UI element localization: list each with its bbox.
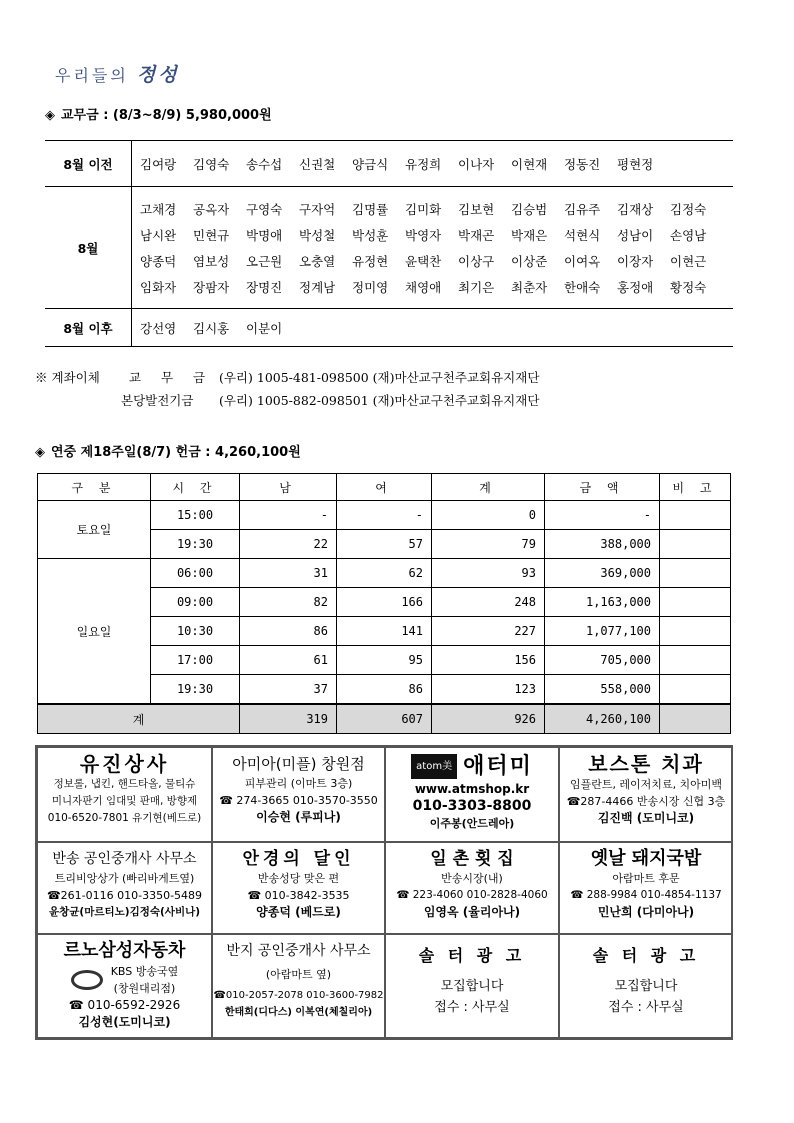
account-line: ※ 계좌이체 교 무 금 (우리) 1005-481-098500 (재)마산교구천주교회유지재단: [35, 370, 540, 385]
day-cell: 일요일: [38, 559, 151, 705]
ad-banji-realty: 반지 공인중개사 사무소 (아람마트 옆) ☎010-2057-2078 010-3600-7982 한태희(디다스) 이복연(체칠리아): [212, 934, 385, 1038]
table-row: 토요일 15:00 - - 0 -: [38, 501, 731, 530]
renault-logo-icon: [71, 970, 103, 990]
name-row: 남시완 민현규 박명애 박성철 박성훈 박영자 박재곤 박재은 석현식 성남이 손영남: [140, 227, 707, 243]
day-cell: 토요일: [38, 501, 151, 559]
ad-placeholder: 솔 터 광 고 모집합니다 접수 : 사무실: [385, 934, 559, 1038]
atomy-logo: atom美: [411, 754, 457, 779]
table-row: [45, 187, 733, 309]
ad-gukbap: 옛날 돼지국밥 아람마트 후문 ☎ 288-9984 010-4854-1137 민난희 (다미아나): [559, 842, 733, 934]
table-row: 09:00 82 166 248 1,163,000: [38, 588, 731, 617]
table-row: 17:00 61 95 156 705,000: [38, 646, 731, 675]
table-header-row: 구 분 시 간 남 여 계 금 액 비 고: [38, 474, 731, 501]
table-row: 일요일 06:00 31 62 93 369,000: [38, 559, 731, 588]
ad-bansong-realty: 반송 공인중개사 사무소 트리비앙상가 (빠리바게트옆) ☎261-0116 010-3350-5489 윤창균(마르티노)김정숙(사비나): [37, 842, 212, 934]
table-row: [45, 309, 733, 347]
heading-main: 정성: [136, 64, 180, 86]
table-row: 19:30 37 86 123 558,000: [38, 675, 731, 705]
ad-yujin: 유진상사 정보롤, 냅킨, 핸드타올, 물티슈 미니자판기 임대및 판매, 방향제 010-6520-7801 유기현(베드로): [37, 747, 212, 842]
name-row: 고채경 공옥자 구영숙 구자억 김명률 김미화 김보현 김승범 김유주 김재상 김정숙: [140, 201, 707, 217]
group-names: [132, 141, 734, 187]
donation-title: ◈ 교무금 : (8/3~8/9) 5,980,000원: [45, 108, 272, 123]
table-row: [45, 141, 733, 187]
name-row: 임화자 장팜자 장명진 정계남 정미영 채영애 최기은 최춘자 한애숙 홍정애 황정숙: [140, 279, 707, 295]
ad-boston-dental: 보스톤 치과 임플란트, 레이저치료, 치아미백 ☎287-4466 반송시장 신협 3층 김진백 (도미니코): [559, 747, 733, 842]
table-row: 19:30 22 57 79 388,000: [38, 530, 731, 559]
ad-placeholder: 솔 터 광 고 모집합니다 접수 : 사무실: [559, 934, 733, 1038]
page-heading: [55, 60, 180, 87]
group-label: 8월 이후: [45, 309, 132, 347]
ad-grid: [35, 745, 733, 1040]
group-names: [132, 309, 734, 347]
table-row: 10:30 86 141 227 1,077,100: [38, 617, 731, 646]
total-row: 계 319 607 926 4,260,100: [38, 704, 731, 734]
account-line: 본당발전기금 (우리) 1005-882-098501 (재)마산교구천주교회유지재단: [121, 393, 540, 408]
name-row: 김여랑 김영숙 송수섭 신권철 양금식 유정희 이나자 이현재 정동진 평현정: [140, 156, 654, 172]
diamond-icon: ◈: [35, 445, 45, 460]
offering-table: [37, 473, 731, 734]
offering-title: ◈ 연중 제18주일(8/7) 헌금 : 4,260,100원: [35, 445, 301, 460]
donation-table: [45, 140, 733, 347]
diamond-icon: ◈: [45, 108, 55, 123]
name-row: 양종덕 염보성 오근원 오충열 유정현 윤택찬 이상구 이상준 이여옥 이장자 이현근: [140, 253, 707, 269]
ad-renault: 르노삼성자동차 KBS 방송국옆 (창원대리점) ☎ 010-6592-2926 김성현(도미니코): [37, 934, 212, 1038]
name-row: 강선영 김시홍 이분이: [140, 320, 283, 336]
ad-ilchon-sashimi: 일 촌 횟 집 반송시장(내) ☎ 223-4060 010-2828-4060 임영옥 (율리아나): [385, 842, 559, 934]
ad-atomy: atom美 애터미 www.atmshop.kr 010-3303-8800 이주봉(안드레아): [385, 747, 559, 842]
group-label: 8월 이전: [45, 141, 132, 187]
ad-amiya: 아미아(미플) 창원점 피부관리 (이마트 3층) ☎ 274-3665 010-3570-3550 이승현 (루피나): [212, 747, 385, 842]
group-label: 8월: [45, 187, 132, 309]
heading-prefix: 우리들의: [55, 66, 129, 85]
group-names: [132, 187, 734, 309]
ad-glasses: 안경의 달인 반송성당 맞은 편 ☎ 010-3842-3535 양종덕 (베드로): [212, 842, 385, 934]
